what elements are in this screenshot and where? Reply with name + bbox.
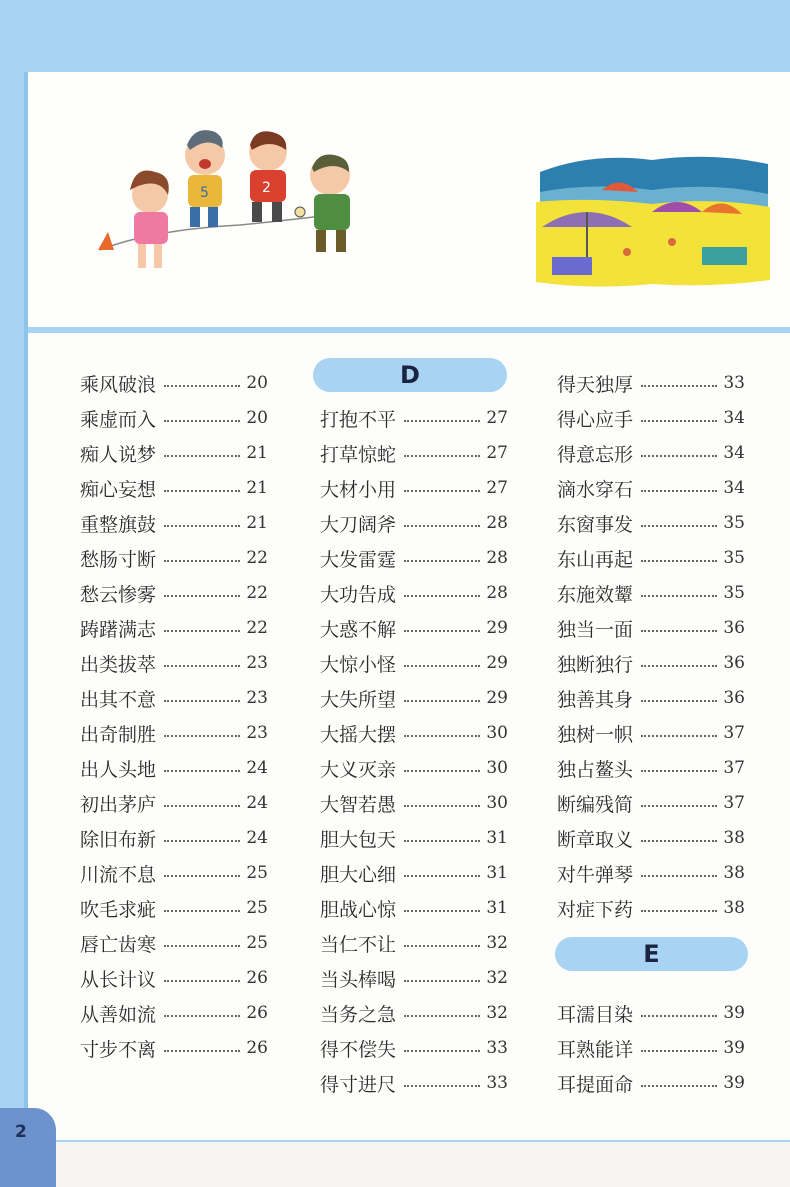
idiom-term: 对牛弹琴 <box>557 863 634 886</box>
index-entry <box>557 403 745 433</box>
idiom-term: 得天独厚 <box>557 373 634 396</box>
idiom-term: 大发雷霆 <box>320 548 397 571</box>
idiom-term: 耳濡目染 <box>557 1003 634 1026</box>
index-entry <box>320 543 508 573</box>
idiom-page-number: 34 <box>723 478 745 498</box>
index-entry <box>557 858 745 888</box>
idiom-term: 断编残简 <box>557 793 634 816</box>
idiom-page-number: 39 <box>723 1038 745 1058</box>
idiom-page-number: 28 <box>486 583 508 603</box>
idiom-term: 初出茅庐 <box>80 793 157 816</box>
leader-dots <box>164 489 240 492</box>
idiom-term: 胆大包天 <box>320 828 397 851</box>
idiom-term: 胆大心细 <box>320 863 397 886</box>
index-entry <box>80 368 268 398</box>
idiom-term: 当头棒喝 <box>320 968 397 991</box>
leader-dots <box>641 419 717 422</box>
beach-scene-illustration <box>532 152 772 292</box>
idiom-page-number: 21 <box>246 513 268 533</box>
index-entry <box>80 893 268 923</box>
leader-dots <box>164 1014 240 1017</box>
idiom-term: 得心应手 <box>557 408 634 431</box>
idiom-page-number: 29 <box>486 618 508 638</box>
idiom-term: 大惊小怪 <box>320 653 397 676</box>
idiom-term: 乘风破浪 <box>80 373 157 396</box>
leader-dots <box>641 664 717 667</box>
idiom-page-number: 36 <box>723 653 745 673</box>
leader-dots <box>164 524 240 527</box>
index-entry <box>80 823 268 853</box>
leader-dots <box>404 699 480 702</box>
idiom-page-number: 31 <box>486 898 508 918</box>
section-letter-e: E <box>555 937 748 971</box>
idiom-page-number: 31 <box>486 863 508 883</box>
idiom-term: 出其不意 <box>80 688 157 711</box>
index-entry <box>557 753 745 783</box>
idiom-page-number: 33 <box>486 1073 508 1093</box>
leader-dots <box>641 629 717 632</box>
leader-dots <box>164 1049 240 1052</box>
leader-dots <box>641 489 717 492</box>
leader-dots <box>404 874 480 877</box>
idiom-term: 出奇制胜 <box>80 723 157 746</box>
leader-dots <box>164 874 240 877</box>
idiom-page-number: 39 <box>723 1003 745 1023</box>
idiom-term: 滴水穿石 <box>557 478 634 501</box>
leader-dots <box>404 454 480 457</box>
index-entry <box>80 438 268 468</box>
leader-dots <box>641 804 717 807</box>
leader-dots <box>641 384 717 387</box>
idiom-page-number: 23 <box>246 653 268 673</box>
idiom-term: 愁肠寸断 <box>80 548 157 571</box>
leader-dots <box>404 734 480 737</box>
idiom-term: 当务之急 <box>320 1003 397 1026</box>
leader-dots <box>404 489 480 492</box>
leader-dots <box>164 804 240 807</box>
idiom-term: 出类拔萃 <box>80 653 157 676</box>
leader-dots <box>641 699 717 702</box>
idiom-page-number: 20 <box>246 408 268 428</box>
idiom-term: 独断独行 <box>557 653 634 676</box>
idiom-page-number: 37 <box>723 723 745 743</box>
idiom-page-number: 30 <box>486 793 508 813</box>
idiom-page-number: 22 <box>246 583 268 603</box>
index-entry <box>557 578 745 608</box>
idiom-term: 乘虚而入 <box>80 408 157 431</box>
idiom-page-number: 24 <box>246 793 268 813</box>
leader-dots <box>404 524 480 527</box>
idiom-page-number: 27 <box>486 408 508 428</box>
index-entry <box>80 718 268 748</box>
index-entry <box>320 788 508 818</box>
idiom-page-number: 37 <box>723 758 745 778</box>
idiom-term: 东窗事发 <box>557 513 634 536</box>
idiom-page-number: 21 <box>246 443 268 463</box>
top-band <box>0 0 790 74</box>
index-entry <box>80 543 268 573</box>
index-entry <box>320 858 508 888</box>
idiom-page-number: 24 <box>246 758 268 778</box>
idiom-page-number: 32 <box>486 933 508 953</box>
leader-dots <box>641 839 717 842</box>
index-entry <box>557 1033 745 1063</box>
leader-dots <box>404 944 480 947</box>
idiom-page-number: 34 <box>723 408 745 428</box>
idiom-term: 痴心妄想 <box>80 478 157 501</box>
idiom-page-number: 35 <box>723 513 745 533</box>
leader-dots <box>404 1084 480 1087</box>
idiom-term: 独树一帜 <box>557 723 634 746</box>
index-entry <box>557 613 745 643</box>
index-entry <box>320 1033 508 1063</box>
idiom-term: 吹毛求疵 <box>80 898 157 921</box>
svg-text:5: 5 <box>200 185 209 201</box>
idiom-term: 独善其身 <box>557 688 634 711</box>
leader-dots <box>164 769 240 772</box>
idiom-term: 踌躇满志 <box>80 618 157 641</box>
idiom-term: 愁云惨雾 <box>80 583 157 606</box>
idiom-page-number: 35 <box>723 583 745 603</box>
index-entry <box>557 893 745 923</box>
leader-dots <box>641 594 717 597</box>
leader-dots <box>404 909 480 912</box>
leader-dots <box>641 769 717 772</box>
idiom-term: 大摇大摆 <box>320 723 397 746</box>
index-entry <box>320 928 508 958</box>
idiom-term: 得寸进尺 <box>320 1073 397 1096</box>
idiom-term: 大义灭亲 <box>320 758 397 781</box>
idiom-term: 唇亡齿寒 <box>80 933 157 956</box>
section-letter-d: D <box>313 358 507 392</box>
index-entry <box>320 718 508 748</box>
index-entry <box>80 928 268 958</box>
idiom-page-number: 38 <box>723 863 745 883</box>
idiom-term: 大材小用 <box>320 478 397 501</box>
index-entry <box>80 998 268 1028</box>
index-entry <box>320 753 508 783</box>
index-entry <box>80 963 268 993</box>
index-entry <box>320 893 508 923</box>
leader-dots <box>164 909 240 912</box>
index-entry <box>320 683 508 713</box>
leader-dots <box>641 524 717 527</box>
section-divider <box>28 327 790 333</box>
leader-dots <box>164 839 240 842</box>
idiom-page-number: 38 <box>723 898 745 918</box>
index-entry <box>80 858 268 888</box>
idiom-term: 从长计议 <box>80 968 157 991</box>
idiom-page-number: 25 <box>246 863 268 883</box>
index-entry <box>80 1033 268 1063</box>
index-entry <box>557 683 745 713</box>
idiom-page-number: 36 <box>723 618 745 638</box>
idiom-term: 对症下药 <box>557 898 634 921</box>
leader-dots <box>641 909 717 912</box>
leader-dots <box>164 419 240 422</box>
idiom-page-number: 25 <box>246 933 268 953</box>
idiom-term: 从善如流 <box>80 1003 157 1026</box>
leader-dots <box>641 1084 717 1087</box>
index-entry <box>80 473 268 503</box>
index-entry <box>320 1068 508 1098</box>
index-entry <box>557 1068 745 1098</box>
idiom-term: 独占鳌头 <box>557 758 634 781</box>
idiom-page-number: 25 <box>246 898 268 918</box>
index-entry <box>320 578 508 608</box>
idiom-term: 出人头地 <box>80 758 157 781</box>
leader-dots <box>641 559 717 562</box>
children-playing-illustration <box>90 120 380 285</box>
leader-dots <box>404 1014 480 1017</box>
idiom-term: 当仁不让 <box>320 933 397 956</box>
leader-dots <box>641 734 717 737</box>
index-entry <box>80 648 268 678</box>
idiom-term: 大功告成 <box>320 583 397 606</box>
idiom-page-number: 31 <box>486 828 508 848</box>
idiom-page-number: 26 <box>246 1038 268 1058</box>
idiom-page-number: 30 <box>486 758 508 778</box>
idiom-page-number: 34 <box>723 443 745 463</box>
index-entry <box>80 613 268 643</box>
index-entry <box>557 543 745 573</box>
idiom-page-number: 21 <box>246 478 268 498</box>
leader-dots <box>404 559 480 562</box>
bottom-margin <box>0 1142 790 1187</box>
leader-dots <box>164 944 240 947</box>
idiom-page-number: 38 <box>723 828 745 848</box>
svg-text:2: 2 <box>262 180 271 196</box>
index-entry <box>557 788 745 818</box>
index-entry <box>557 368 745 398</box>
idiom-page-number: 28 <box>486 548 508 568</box>
idiom-page-number: 36 <box>723 688 745 708</box>
idiom-page-number: 22 <box>246 618 268 638</box>
idiom-term: 打草惊蛇 <box>320 443 397 466</box>
idiom-page-number: 26 <box>246 1003 268 1023</box>
idiom-page-number: 23 <box>246 688 268 708</box>
idiom-page-number: 29 <box>486 653 508 673</box>
index-entry <box>557 648 745 678</box>
idiom-term: 得不偿失 <box>320 1038 397 1061</box>
leader-dots <box>164 979 240 982</box>
page-tab <box>0 1108 56 1187</box>
leader-dots <box>164 734 240 737</box>
index-entry <box>80 788 268 818</box>
index-entry <box>557 998 745 1028</box>
index-entry <box>320 823 508 853</box>
idiom-term: 打抱不平 <box>320 408 397 431</box>
idiom-term: 痴人说梦 <box>80 443 157 466</box>
leader-dots <box>404 769 480 772</box>
index-entry <box>80 753 268 783</box>
idiom-page-number: 20 <box>246 373 268 393</box>
idiom-page-number: 27 <box>486 478 508 498</box>
idiom-page-number: 22 <box>246 548 268 568</box>
leader-dots <box>164 559 240 562</box>
index-entry <box>320 508 508 538</box>
leader-dots <box>164 384 240 387</box>
index-entry <box>320 998 508 1028</box>
idiom-term: 除旧布新 <box>80 828 157 851</box>
index-entry <box>320 473 508 503</box>
idiom-term: 断章取义 <box>557 828 634 851</box>
index-entry <box>80 578 268 608</box>
leader-dots <box>404 419 480 422</box>
index-entry <box>557 438 745 468</box>
leader-dots <box>404 1049 480 1052</box>
leader-dots <box>404 594 480 597</box>
idiom-page-number: 33 <box>486 1038 508 1058</box>
idiom-page-number: 37 <box>723 793 745 813</box>
leader-dots <box>164 664 240 667</box>
idiom-page-number: 29 <box>486 688 508 708</box>
idiom-page-number: 32 <box>486 1003 508 1023</box>
idiom-term: 独当一面 <box>557 618 634 641</box>
index-entry <box>320 403 508 433</box>
page-number: 2 <box>15 1122 27 1142</box>
idiom-term: 东施效颦 <box>557 583 634 606</box>
index-entry <box>320 438 508 468</box>
idiom-page-number: 30 <box>486 723 508 743</box>
idiom-term: 大智若愚 <box>320 793 397 816</box>
idiom-page-number: 26 <box>246 968 268 988</box>
index-entry <box>557 473 745 503</box>
idiom-page-number: 23 <box>246 723 268 743</box>
idiom-term: 耳提面命 <box>557 1073 634 1096</box>
index-entry <box>320 648 508 678</box>
leader-dots <box>404 839 480 842</box>
index-entry <box>557 508 745 538</box>
index-entry <box>320 613 508 643</box>
leader-dots <box>164 629 240 632</box>
index-entry <box>80 403 268 433</box>
index-entry <box>557 823 745 853</box>
idiom-term: 川流不息 <box>80 863 157 886</box>
idiom-page-number: 24 <box>246 828 268 848</box>
idiom-term: 胆战心惊 <box>320 898 397 921</box>
idiom-page-number: 39 <box>723 1073 745 1093</box>
idiom-term: 得意忘形 <box>557 443 634 466</box>
idiom-page-number: 27 <box>486 443 508 463</box>
idiom-term: 耳熟能详 <box>557 1038 634 1061</box>
index-entry <box>80 508 268 538</box>
leader-dots <box>404 629 480 632</box>
index-entry <box>557 718 745 748</box>
idiom-page-number: 33 <box>723 373 745 393</box>
leader-dots <box>404 804 480 807</box>
index-entry <box>320 963 508 993</box>
idiom-page-number: 35 <box>723 548 745 568</box>
idiom-term: 东山再起 <box>557 548 634 571</box>
leader-dots <box>641 1014 717 1017</box>
leader-dots <box>164 454 240 457</box>
idiom-page-number: 28 <box>486 513 508 533</box>
leader-dots <box>641 874 717 877</box>
index-entry <box>80 683 268 713</box>
idiom-term: 大惑不解 <box>320 618 397 641</box>
leader-dots <box>404 664 480 667</box>
idiom-page-number: 32 <box>486 968 508 988</box>
idiom-term: 重整旗鼓 <box>80 513 157 536</box>
leader-dots <box>641 454 717 457</box>
leader-dots <box>404 979 480 982</box>
leader-dots <box>164 594 240 597</box>
idiom-term: 大刀阔斧 <box>320 513 397 536</box>
leader-dots <box>641 1049 717 1052</box>
leader-dots <box>164 699 240 702</box>
idiom-term: 大失所望 <box>320 688 397 711</box>
idiom-term: 寸步不离 <box>80 1038 157 1061</box>
